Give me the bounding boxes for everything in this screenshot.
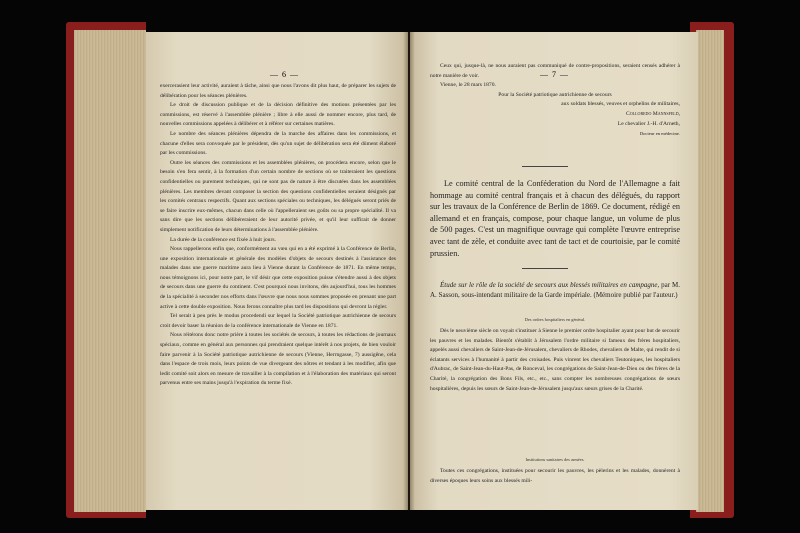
signatory-name: Le chevalier J.-H. d'Arneth, xyxy=(617,120,680,127)
etude-title: Étude sur le rôle de la société de secours aux blessés militaires en campagne, xyxy=(440,281,660,289)
left-page-text xyxy=(160,82,396,389)
right-middle-text xyxy=(430,327,680,394)
right-page-intro xyxy=(430,62,680,139)
intro-paragraph: Ceux qui, jusque-là, ne nous auraient pas communiqué de contre-propositions, seraient censés adhérer à notre manière de voir. xyxy=(430,63,680,79)
left-page-number: — 6 — xyxy=(270,70,299,79)
right-page-number: — 7 — xyxy=(540,70,569,79)
date-line: Vienne, le 28 mars 1870. xyxy=(440,82,496,89)
left-paragraph: Le nombre des séances plénières dépendra de la marche des affaires dans les commissions, et chacune d'elles sera convoquée par le président, dès qu'un sujet de délibération sera été dûment élaboré par les commissions. xyxy=(160,130,396,157)
right-paragraph: Dès le neuvième siècle on voyait s'instituer à Sienne le premier ordre hospitalier ayant pour but de secourir les pauvres et les malades. Bientôt s'établit à Jérusalem l'ordre militaire si fameux des frères hospitaliers, appelés aussi chevaliers de Saint-Jean-de-Jérusalem, chevaliers de Rhodes, chevaliers de Malte, qui rendit de si éclatants services à l'humanité à partir des croisades. Puis vinrent les chevaliers Teutoniques, les hospitaliers d'Aubrac, de Saint-Jean-du-Haut-Pas, de Ronceval, les congrégations de Saint-Jean-de-Dieu ou des frères de la Charité, la congrégation des Bons Fils, etc., etc., sans compter les nombreuses congrégations de sœurs hospitalières, depuis les sœurs de Saint-Jean-de-Jérusalem jusqu'aux sœurs grises de la Charité. xyxy=(430,328,680,392)
signature-line: aux soldats blessés, veuves et orphelins de militaires, xyxy=(561,101,680,108)
book-gutter xyxy=(403,32,415,510)
signatory-title: Docteur en médecine. xyxy=(639,131,680,137)
right-paragraph: Toutes ces congrégations, instituées pour secourir les pauvres, les pèlerins et les malades, donnèrent à diverses époques leurs soins aux blessés mili- xyxy=(430,468,680,484)
left-paragraph: Outre les séances des commissions et les assemblées plénières, on procédera encore, selon que le besoin s'en fera sentir, à la formation d'un certain nombre de sections où se traiteraient les questions confidentielles ou purement techniques, qui ne sont pas de nature à être discutées dans les assemblées plénières. Les membres devant composer la section des questions confidentielles seraient désignés par les comités centraux respectifs. Quant aux sections spéciales ou techniques, les délégués seront priés de se faire inscrire eux-mêmes, chacun dans celle où l'appelleraient ses goûts ou sa propre spécialité. Il va sans dire que les sections délibéreraient de leur autorité privée, et qu'il leur suffirait de donner simplement notification de leurs déterminations à l'assemblée plénière. xyxy=(160,159,396,233)
section-heading: Des ordres hospitaliers en général. xyxy=(524,317,586,322)
etude-author: par M. A. Sasson, sous-intendant militaire de la Garde impériale. (Mémoire publié par l'auteur.) xyxy=(430,281,680,299)
signatory-name: Colloredo Mannsfeld, xyxy=(626,110,680,117)
left-paragraph: Le droit de discussion publique et de la décision définitive des motions présentées par les commissions, est réservé à l'assemblée plénière ; libre à elle aussi de nommer encore, plus tard, de nouvelles commissions appelées à délibérer et à référer sur certaines matières. xyxy=(160,102,396,128)
page-edges-right xyxy=(696,30,724,512)
section-divider xyxy=(522,268,568,269)
left-paragraph: Nous rappellerons enfin que, conformément au vœu qui en a été exprimé à la Conférence de Berlin, une exposition internationale et générale des modèles d'objets de secours destinés à l'assistance des malades dans une guerre maritime aura lieu à Vienne durant la Conférence de 1871. En même temps, nous témoignons ici, pour notre part, le vif désir que cette exposition puisse s'étendre aussi à des objets de secours dans une guerre du continent. C'est pourquoi nous invitons, dès aujourd'hui, tous les hommes de la spécialité à seconder nos efforts dans l'œuvre que nous nous sommes proposée en prenant une part active à cette double exposition. Nous ferons connaître plus tard les dispositions qui devront la régler. xyxy=(160,246,396,310)
etude-paragraph xyxy=(430,280,680,300)
left-paragraph: exercerasient leur activité, auraient à tâche, ainsi que nous l'avons dit plus haut, de préparer les sujets de délibération pour les séances plénières. xyxy=(160,83,396,99)
right-bottom-text xyxy=(430,467,680,486)
main-paragraph: Le comité central de la Conféderation du Nord de l'Allemagne a fait hommage au comité central français et à chacun des délégués, du rapport sur les travaux de la Conférence de Berlin de 1869. Ce document, rédigé en allemand et en français, compose, pour chaque langue, un volume de plus de 500 pages. C'est un magnifique ouvrage qui complète l'œuvre entreprise avec tant de zèle, et conduite avec tant de tact et de courtoisie, par le comité prussien. xyxy=(430,179,680,258)
signature-line: Pour la Société patriotique autrichienne de secours xyxy=(498,91,612,98)
main-paragraph-block xyxy=(430,178,680,259)
left-paragraph: Tel serait à peu près le modus procedendi sur lequel la Société patriotique autrichienne de secours croit devoir baser la réunion de la conférence internationale de Vienne en 1871. xyxy=(160,313,396,329)
page-edges-left xyxy=(74,30,146,512)
left-paragraph: Nous réitérons donc notre prière à toutes les sociétés de secours, à toutes les rédactions de journaux spéciaux, comme en général aux personnes qui prendraient quelque intérêt à nos projets, de bien vouloir faire parvenir à la Société patriotique autrichienne de secours (Vienne, Herrngasse, 7) aussigêne, cela dans l'espace de trois mois, leurs points de vue divergeant des nôtres et tendant à les modifier, afin que ledit comité soit alors en mesure de travailler à la compilation et à l'élaboration des matériaux qui seront parvenus entre ses mains jusqu'à l'expiration du terme fixé. xyxy=(160,332,396,387)
section-heading: Institutions sanitaires des armées. xyxy=(525,457,585,462)
left-paragraph: La durée de la conférence est fixée à huit jours. xyxy=(170,236,276,243)
etude-block xyxy=(430,280,680,300)
section-divider xyxy=(522,166,568,167)
